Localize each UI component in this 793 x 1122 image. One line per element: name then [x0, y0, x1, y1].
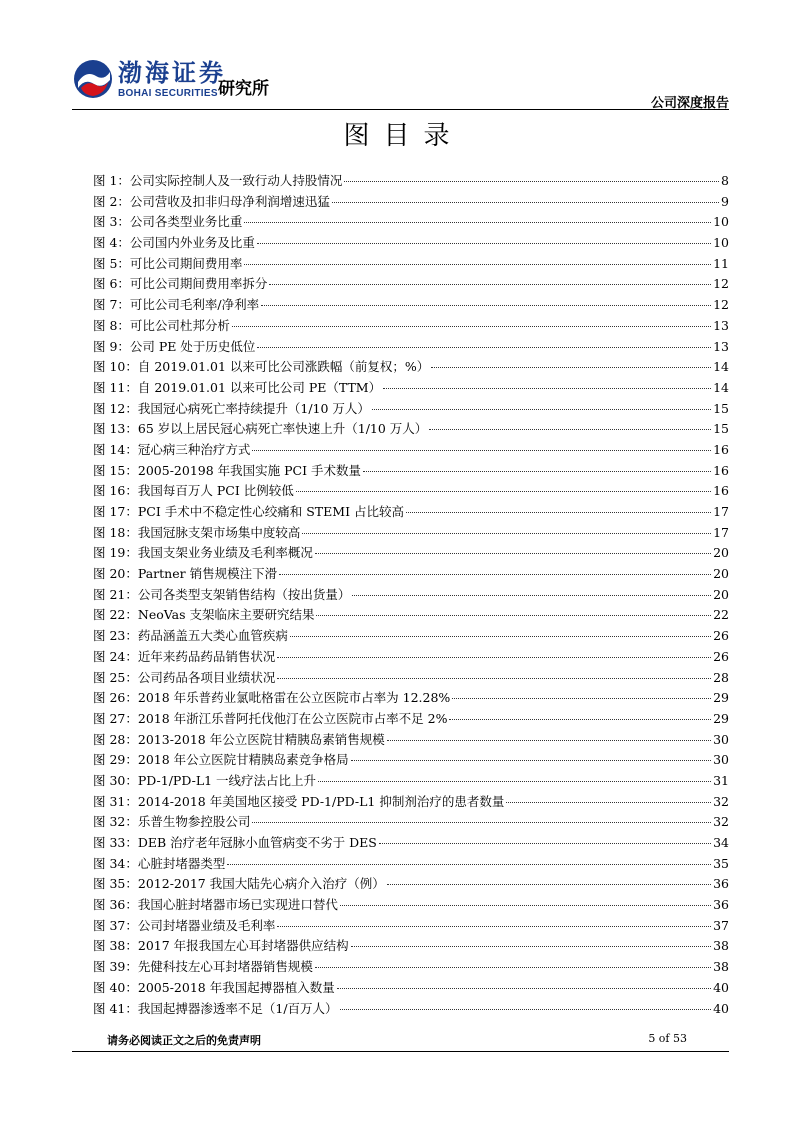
toc-leader-dots	[449, 719, 711, 720]
toc-entry[interactable]	[93, 833, 729, 854]
toc-entry-page: 16	[713, 441, 729, 457]
toc-entry[interactable]	[93, 254, 729, 275]
toc-entry[interactable]	[93, 957, 729, 978]
report-type: 公司深度报告	[650, 96, 729, 111]
toc-entry-page: 40	[713, 979, 729, 995]
toc-entry-label: 图 18：我国冠脉支架市场集中度较高	[93, 524, 301, 540]
toc-leader-dots	[340, 905, 711, 906]
toc-entry-page: 36	[713, 876, 729, 892]
toc-entry[interactable]	[93, 750, 729, 771]
toc-entry-label: 图 36：我国心脏封堵器市场已实现进口替代	[93, 897, 338, 913]
toc-entry-page: 12	[713, 276, 729, 292]
toc-entry-label: 图 19：我国支架业务业绩及毛利率概况	[93, 545, 313, 561]
toc-leader-dots	[344, 181, 719, 182]
toc-entry-page: 40	[713, 1000, 729, 1016]
toc-entry-page: 32	[713, 814, 729, 830]
toc-leader-dots	[279, 574, 711, 575]
toc-entry-page: 14	[713, 359, 729, 375]
toc-entry-page: 30	[713, 752, 729, 768]
toc-entry-page: 22	[713, 607, 729, 623]
toc-entry-label: 图 30：PD-1/PD-L1 一线疗法占比上升	[93, 772, 317, 788]
toc-leader-dots	[315, 967, 711, 968]
toc-entry[interactable]	[93, 688, 729, 709]
toc-entry-page: 11	[713, 255, 729, 271]
toc-entry[interactable]	[93, 605, 729, 626]
toc-entry-page: 16	[713, 462, 729, 478]
toc-entry-label: 图 1：公司实际控制人及一致行动人持股情况	[93, 173, 343, 188]
toc-leader-dots	[387, 740, 711, 741]
toc-entry[interactable]	[93, 212, 729, 233]
toc-entry-label: 图 4：公司国内外业务及比重	[93, 235, 255, 251]
toc-entry-label: 图 41：我国起搏器渗透率不足（1/百万人）	[93, 1000, 338, 1016]
toc-entry-label: 图 25：公司药品各项目业绩状况	[93, 669, 276, 685]
toc-leader-dots	[244, 222, 711, 223]
page-number: 5 of 53	[648, 1032, 687, 1045]
toc-entry-page: 26	[713, 628, 729, 644]
toc-entry[interactable]	[93, 337, 729, 358]
toc-entry-label: 图 14：冠心病三种治疗方式	[93, 441, 251, 457]
toc-entry[interactable]	[93, 233, 729, 254]
toc-entry-page: 28	[713, 669, 729, 685]
toc-entry-label: 图 32：乐普生物参控股公司	[93, 814, 251, 830]
toc-leader-dots	[379, 843, 711, 844]
toc-leader-dots	[296, 491, 711, 492]
toc-entry-page: 32	[713, 793, 729, 809]
toc-entry-label: 图 37：公司封堵器业绩及毛利率	[93, 917, 276, 933]
header-divider	[72, 109, 729, 110]
toc-entry-label: 图 24：近年来药品药品销售状况	[93, 648, 276, 664]
toc-leader-dots	[387, 884, 711, 885]
toc-entry[interactable]	[93, 543, 729, 564]
toc-entry-label: 图 7：可比公司毛利率/净利率	[93, 297, 260, 313]
institute-label: 研究所	[218, 79, 269, 99]
toc-entry-label: 图 20：Partner 销售规模注下滑	[93, 566, 278, 582]
footer-disclaimer: 请务必阅读正文之后的免责声明	[107, 1034, 261, 1047]
toc-leader-dots	[257, 347, 711, 348]
toc-entry-label: 图 9：公司 PE 处于历史低位	[93, 338, 256, 354]
toc-leader-dots	[431, 367, 711, 368]
toc-entry-label: 图 27：2018 年浙江乐普阿托伐他汀在公立医院市占率不足 2%	[93, 710, 448, 726]
toc-entry[interactable]	[93, 812, 729, 833]
toc-entry-label: 图 2：公司营收及扣非归母净利润增速迅猛	[93, 193, 330, 209]
toc-entry-label: 图 17：PCI 手术中不稳定性心绞痛和 STEMI 占比较高	[93, 504, 404, 519]
toc-entry-page: 13	[713, 317, 729, 333]
toc-entry-page: 13	[713, 338, 729, 354]
toc-entry[interactable]	[93, 419, 729, 440]
toc-entry-label: 图 23：药品涵盖五大类心血管疾病	[93, 628, 288, 644]
toc-entry-page: 36	[713, 897, 729, 913]
toc-entry[interactable]	[93, 916, 729, 937]
toc-leader-dots	[261, 305, 711, 306]
toc-entry[interactable]	[93, 585, 729, 606]
toc-entry[interactable]	[93, 709, 729, 730]
toc-entry-page: 31	[713, 772, 729, 788]
company-name-cn: 渤海证券	[118, 59, 226, 87]
toc-leader-dots	[257, 243, 711, 244]
toc-entry-label: 图 26：2018 年乐普药业氯吡格雷在公立医院市占率为 12.28%	[93, 690, 451, 706]
toc-leader-dots	[406, 512, 711, 513]
toc-entry[interactable]	[93, 854, 729, 875]
toc-entry-page: 12	[713, 297, 729, 313]
toc-entry-label: 图 11：自 2019.01.01 以来可比公司 PE（TTM）	[93, 379, 382, 395]
toc-entry-page: 17	[713, 524, 729, 540]
toc-entry-label: 图 21：公司各类型支架销售结构（按出货量）	[93, 586, 351, 602]
toc-entry-label: 图 38：2017 年报我国左心耳封堵器供应结构	[93, 938, 349, 954]
toc-entry-page: 29	[713, 690, 729, 706]
toc-entry[interactable]	[93, 647, 729, 668]
toc-entry[interactable]	[93, 378, 729, 399]
toc-leader-dots	[372, 409, 711, 410]
toc-entry-page: 16	[713, 483, 729, 499]
toc-entry-page: 8	[721, 173, 729, 188]
toc-leader-dots	[244, 264, 711, 265]
toc-entry[interactable]	[93, 936, 729, 957]
toc-leader-dots	[352, 595, 711, 596]
toc-leader-dots	[277, 926, 711, 927]
toc-entry-label: 图 22：NeoVas 支架临床主要研究结果	[93, 607, 315, 623]
toc-entry-page: 10	[713, 214, 729, 230]
toc-entry-page: 20	[713, 566, 729, 582]
toc-leader-dots	[269, 284, 711, 285]
toc-leader-dots	[351, 760, 711, 761]
toc-entry[interactable]	[93, 999, 729, 1020]
toc-entry[interactable]	[93, 626, 729, 647]
toc-entry-label: 图 28：2013-2018 年公立医院甘精胰岛素销售规模	[93, 731, 385, 747]
toc-leader-dots	[252, 822, 711, 823]
toc-leader-dots	[277, 678, 711, 679]
toc-entry-page: 15	[713, 421, 729, 437]
toc-entry-page: 17	[713, 504, 729, 519]
toc-entry[interactable]	[93, 523, 729, 544]
toc-entry[interactable]	[93, 564, 729, 585]
toc-entry-label: 图 35：2012-2017 我国大陆先心病介入治疗（例）	[93, 876, 385, 892]
toc-entry-label: 图 12：我国冠心病死亡率持续提升（1/10 万人）	[93, 400, 370, 416]
toc-entry-label: 图 39：先健科技左心耳封堵器销售规模	[93, 959, 313, 975]
toc-leader-dots	[316, 615, 711, 616]
toc-leader-dots	[302, 533, 711, 534]
toc-entry-label: 图 29：2018 年公立医院甘精胰岛素竞争格局	[93, 752, 349, 768]
toc-entry[interactable]	[93, 461, 729, 482]
toc-leader-dots	[252, 450, 711, 451]
toc-entry-label: 图 15：2005-20198 年我国实施 PCI 手术数量	[93, 462, 362, 478]
toc-entry-label: 图 5：可比公司期间费用率	[93, 255, 243, 271]
toc-entry[interactable]	[93, 895, 729, 916]
toc-leader-dots	[277, 657, 711, 658]
toc-entry-label: 图 34：心脏封堵器类型	[93, 855, 226, 871]
toc-entry[interactable]	[93, 357, 729, 378]
toc-entry-page: 29	[713, 710, 729, 726]
toc-entry-label: 图 10：自 2019.01.01 以来可比公司涨跌幅（前复权；%）	[93, 359, 430, 375]
toc-entry-page: 30	[713, 731, 729, 747]
toc-entry-page: 38	[713, 959, 729, 975]
toc-leader-dots	[383, 388, 711, 389]
toc-entry[interactable]	[93, 730, 729, 751]
toc-entry-page: 38	[713, 938, 729, 954]
toc-entry-page: 35	[713, 855, 729, 871]
toc-entry-page: 9	[721, 193, 729, 209]
toc-entry[interactable]	[93, 316, 729, 337]
toc-entry[interactable]	[93, 440, 729, 461]
toc-leader-dots	[452, 698, 711, 699]
toc-entry[interactable]	[93, 171, 729, 192]
toc-entry-page: 15	[713, 400, 729, 416]
toc-entry[interactable]	[93, 978, 729, 999]
toc-leader-dots	[337, 988, 711, 989]
toc-leader-dots	[332, 202, 719, 203]
toc-entry[interactable]	[93, 192, 729, 213]
toc-entry-label: 图 8：可比公司杜邦分析	[93, 317, 230, 333]
toc-entry-page: 37	[713, 917, 729, 933]
toc-entry-page: 26	[713, 648, 729, 664]
toc-entry-page: 20	[713, 586, 729, 602]
toc-leader-dots	[290, 636, 711, 637]
footer-divider	[72, 1051, 729, 1052]
page-header	[0, 0, 793, 110]
toc-entry-page: 20	[713, 545, 729, 561]
toc-entry-label: 图 3：公司各类型业务比重	[93, 214, 243, 230]
toc-entry[interactable]	[93, 874, 729, 895]
toc-entry-page: 34	[713, 835, 729, 850]
toc-entry[interactable]	[93, 274, 729, 295]
toc-leader-dots	[506, 802, 711, 803]
toc-entry-label: 图 6：可比公司期间费用率拆分	[93, 276, 268, 292]
toc-entry-page: 10	[713, 235, 729, 251]
bohai-logo-icon	[72, 58, 114, 100]
toc-entry[interactable]	[93, 399, 729, 420]
toc-entry-label: 图 31：2014-2018 年美国地区接受 PD-1/PD-L1 抑制剂治疗的患者数量	[93, 793, 505, 809]
toc-entry[interactable]	[93, 502, 729, 523]
toc-entry-label: 图 33：DEB 治疗老年冠脉小血管病变不劣于 DES	[93, 835, 377, 850]
toc-entry-label: 图 13：65 岁以上居民冠心病死亡率快速上升（1/10 万人）	[93, 421, 428, 437]
toc-entry-label: 图 16：我国每百万人 PCI 比例较低	[93, 483, 294, 499]
toc-leader-dots	[227, 864, 711, 865]
toc-leader-dots	[340, 1009, 712, 1010]
toc-leader-dots	[315, 553, 711, 554]
company-name-en: BOHAI SECURITIES	[118, 88, 218, 99]
toc-entry-label: 图 40：2005-2018 年我国起搏器植入数量	[93, 979, 335, 995]
toc-entry[interactable]	[93, 668, 729, 689]
toc-entry[interactable]	[93, 792, 729, 813]
toc-leader-dots	[351, 946, 711, 947]
toc-leader-dots	[363, 471, 711, 472]
toc-entry-page: 14	[713, 379, 729, 395]
figure-toc	[93, 171, 729, 1019]
toc-entry[interactable]	[93, 295, 729, 316]
page-title: 图目录	[343, 121, 464, 151]
toc-entry[interactable]	[93, 771, 729, 792]
toc-leader-dots	[318, 781, 711, 782]
toc-leader-dots	[232, 326, 711, 327]
toc-leader-dots	[429, 429, 711, 430]
toc-entry[interactable]	[93, 481, 729, 502]
